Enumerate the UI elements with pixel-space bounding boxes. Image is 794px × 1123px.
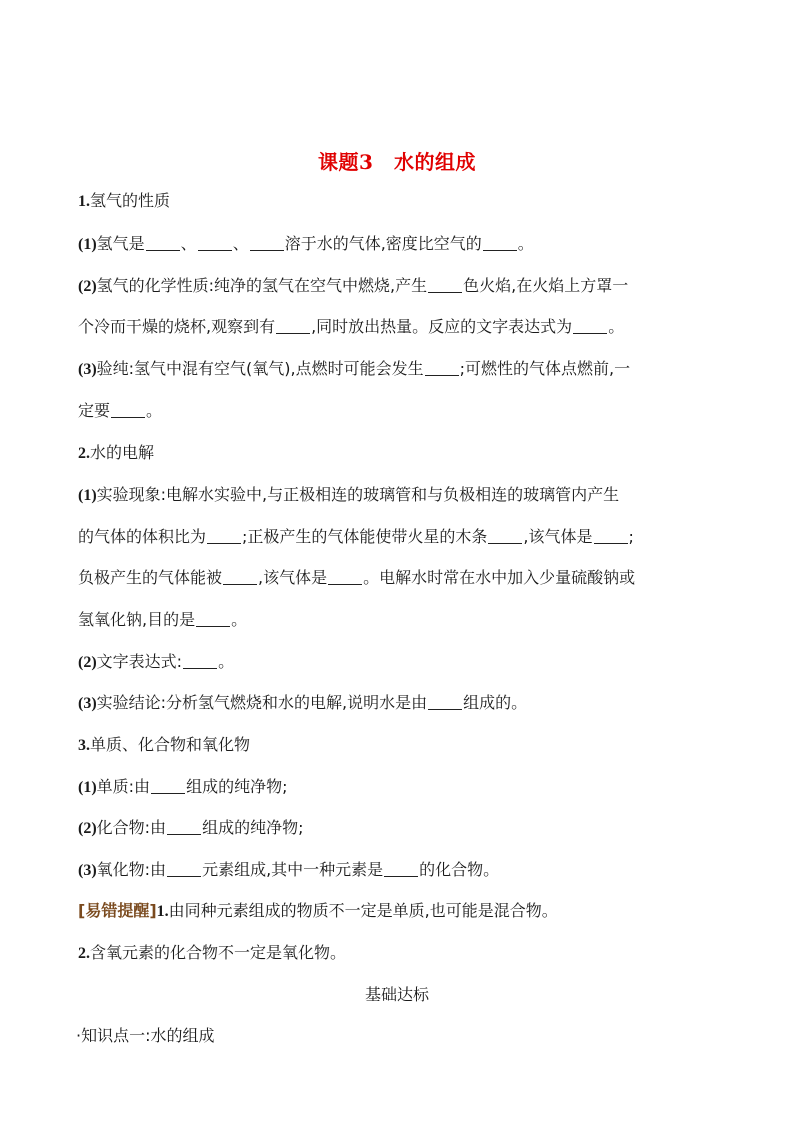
fill-blank[interactable] [111, 403, 145, 418]
s2-item-1-line-3 [78, 568, 635, 588]
text: 实验现象:电解水实验中,与正极相连的玻璃管和与负极相连的玻璃管内产生 [96, 485, 620, 504]
section-title: 氢气的性质 [90, 191, 171, 210]
s2-item-1-line-1 [78, 485, 619, 506]
section-number: 3. [78, 737, 90, 754]
item-number: (3) [78, 695, 97, 712]
fill-blank[interactable] [276, 319, 310, 334]
s3-item-1 [78, 777, 287, 798]
text: 色火焰,在火焰上方罩一 [463, 276, 629, 295]
s2-item-1-line-4 [78, 610, 247, 630]
s2-item-2 [78, 652, 234, 673]
text: ,同时放出热量。反应的文字表达式为 [311, 317, 573, 336]
text: 个冷而干燥的烧杯,观察到有 [78, 317, 276, 336]
error-tip-1 [78, 901, 558, 922]
basic-level-heading: 基础达标 [364, 985, 429, 1004]
s1-item-2-line-1 [78, 276, 628, 297]
fill-blank[interactable] [428, 695, 462, 710]
text: 氢气是 [96, 234, 145, 253]
section-2-heading [78, 443, 154, 464]
fill-blank[interactable] [198, 236, 232, 251]
text: 验纯:氢气中混有空气(氧气),点燃时可能会发生 [96, 359, 424, 378]
section-number: 1. [78, 193, 90, 210]
section-1-heading [78, 191, 170, 212]
fill-blank[interactable] [183, 654, 217, 669]
section-3-heading [78, 735, 250, 756]
text: 溶于水的气体,密度比空气的 [284, 234, 482, 253]
text: ;正极产生的气体能使带火星的木条 [242, 527, 488, 546]
fill-blank[interactable] [594, 529, 628, 544]
text: 组成的纯净物; [202, 818, 304, 837]
text: 的化合物。 [419, 860, 500, 879]
text: 定要 [78, 401, 111, 420]
text: 。 [608, 317, 625, 336]
fill-blank[interactable] [167, 862, 201, 877]
fill-blank[interactable] [250, 236, 284, 251]
lesson-title: 课题3 水的组成 [318, 150, 476, 174]
text: 组成的。 [463, 693, 528, 712]
knowledge-point-heading: ·知识点一:水的组成 [76, 1026, 215, 1045]
text: 。 [218, 652, 235, 671]
fill-blank[interactable] [573, 319, 607, 334]
fill-blank[interactable] [207, 529, 241, 544]
s1-item-2-line-2 [78, 317, 624, 337]
text: 氢氧化钠,目的是 [78, 610, 196, 629]
s2-item-3 [78, 693, 527, 714]
tip-number: 1. [156, 903, 169, 920]
error-tip-2 [78, 943, 346, 964]
item-number: (2) [78, 278, 97, 295]
text: 单质:由 [96, 777, 151, 796]
text: ,该气体是 [523, 527, 593, 546]
item-number: (1) [78, 779, 97, 796]
section-title: 单质、化合物和氧化物 [90, 735, 251, 754]
s1-item-1 [78, 234, 534, 255]
text: ; [628, 527, 634, 546]
text: 文字表达式: [96, 652, 183, 671]
item-number: (2) [78, 820, 97, 837]
s3-item-2 [78, 818, 303, 839]
fill-blank[interactable] [167, 820, 201, 835]
tip-text: 含氧元素的化合物不一定是氧化物。 [90, 943, 347, 962]
text: 、 [180, 234, 197, 253]
section-number: 2. [78, 445, 90, 462]
text: 组成的纯净物; [186, 777, 288, 796]
text: 。 [231, 610, 248, 629]
s1-item-3-line-2 [78, 401, 162, 421]
text: 化合物:由 [96, 818, 167, 837]
text: 氧化物:由 [96, 860, 167, 879]
item-number: (1) [78, 487, 97, 504]
section-title: 水的电解 [90, 443, 155, 462]
text: ;可燃性的气体点燃前,一 [459, 359, 631, 378]
s1-item-3-line-1 [78, 359, 630, 380]
fill-blank[interactable] [151, 779, 185, 794]
text: 。 [146, 401, 163, 420]
tip-label: [易错提醒] [78, 901, 157, 920]
text: 元素组成,其中一种元素是 [202, 860, 384, 879]
fill-blank[interactable] [384, 862, 418, 877]
text: 的气体的体积比为 [78, 527, 207, 546]
fill-blank[interactable] [328, 570, 362, 585]
item-number: (1) [78, 236, 97, 253]
fill-blank[interactable] [428, 278, 462, 293]
fill-blank[interactable] [223, 570, 257, 585]
tip-number: 2. [78, 945, 90, 962]
text: ,该气体是 [258, 568, 328, 587]
text: 。电解水时常在水中加入少量硫酸钠或 [363, 568, 636, 587]
tip-text: 由同种元素组成的物质不一定是单质,也可能是混合物。 [168, 901, 558, 920]
text: 负极产生的气体能被 [78, 568, 223, 587]
s2-item-1-line-2 [78, 527, 634, 547]
fill-blank[interactable] [488, 529, 522, 544]
text: 。 [517, 234, 534, 253]
fill-blank[interactable] [483, 236, 517, 251]
item-number: (3) [78, 862, 97, 879]
fill-blank[interactable] [425, 361, 459, 376]
s3-item-3 [78, 860, 499, 881]
item-number: (3) [78, 361, 97, 378]
fill-blank[interactable] [146, 236, 180, 251]
fill-blank[interactable] [196, 612, 230, 627]
text: 、 [232, 234, 249, 253]
text: 氢气的化学性质:纯净的氢气在空气中燃烧,产生 [96, 276, 428, 295]
item-number: (2) [78, 654, 97, 671]
text: 实验结论:分析氢气燃烧和水的电解,说明水是由 [96, 693, 428, 712]
